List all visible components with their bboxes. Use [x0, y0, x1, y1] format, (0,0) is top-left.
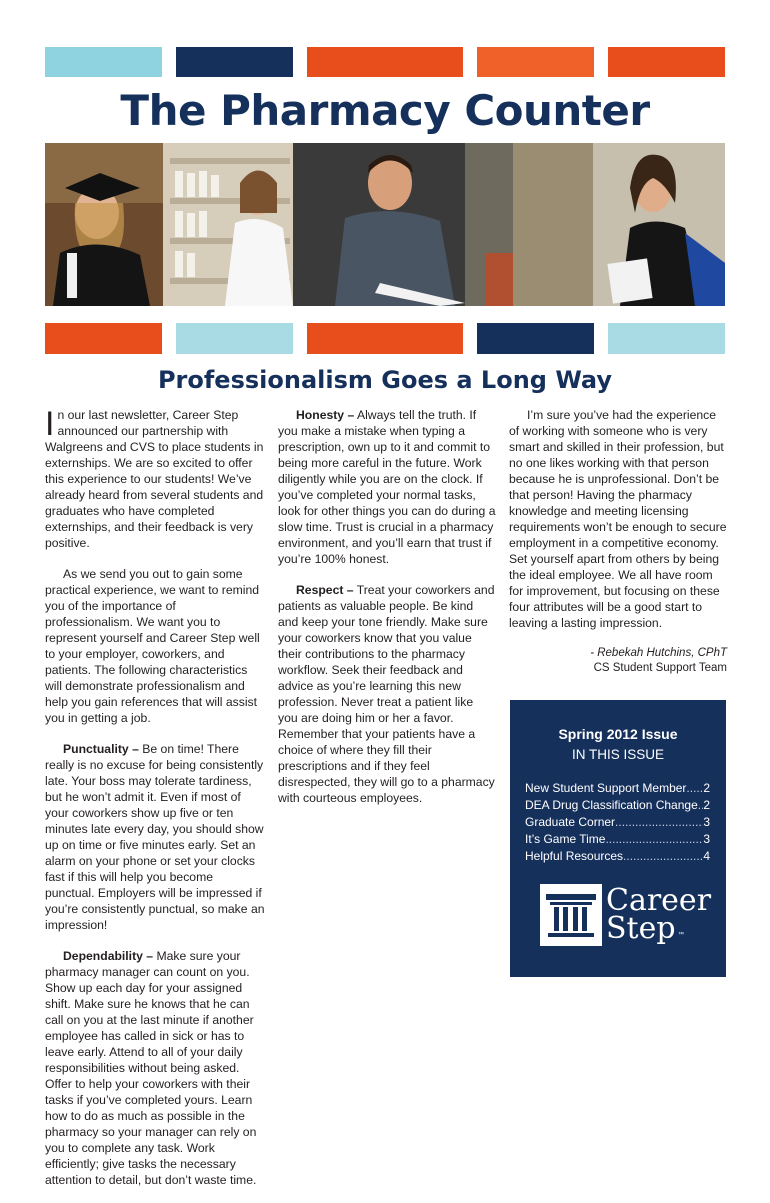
- article-headline: Professionalism Goes a Long Way: [157, 366, 613, 394]
- in-this-issue-heading: IN THIS ISSUE: [571, 747, 665, 762]
- toc-item[interactable]: New Student Support Member ..... 2: [525, 780, 710, 797]
- signature: [509, 646, 727, 676]
- article-column-2: [278, 407, 496, 821]
- respect-paragraph: Respect – Treat your coworkers and patients as valuable people. Be kind and keep your tone friendly. Make sure your coworkers know that you value their contributions to the pharmacy workflow. Seek their feedback and advice as you’re learning this new profession. Never treat a patient like you are doing him or her a favor. Remember that your patients have a choice of where they fill their prescriptions and if they feel disrespected, they will go to a pharmacy with courteous employees.: [278, 583, 495, 805]
- honesty-label: Honesty –: [296, 408, 355, 422]
- photo-strip: [45, 143, 725, 306]
- logo-word-career: Career: [606, 883, 712, 918]
- toc-item[interactable]: DEA Drug Classification Change ..... 2: [525, 797, 710, 814]
- toc-item[interactable]: Graduate Corner ..... 3: [525, 814, 710, 831]
- article-column-1: [45, 407, 265, 1203]
- logo-word-step: Step: [606, 911, 676, 946]
- header-color-bar: [477, 47, 594, 77]
- career-step-logo: [540, 880, 720, 950]
- article-column-3: [509, 407, 727, 676]
- divider-color-bar: [176, 323, 293, 354]
- pillar-icon: [540, 884, 602, 946]
- signature-name: - Rebekah Hutchins, CPhT: [590, 647, 727, 659]
- dependability-label: Dependability –: [63, 949, 154, 963]
- newsletter-title: The Pharmacy Counter: [120, 86, 650, 135]
- header-color-bar: [176, 47, 293, 77]
- divider-color-bar: [45, 323, 162, 354]
- dependability-paragraph: Dependability – Make sure your pharmacy manager can count on you. Show up each day for your assigned shift. Make sure he knows that he can call on you at the last minute if another employee has called in sick or has to leave early. Attend to all of your daily responsibilities without being asked. Offer to help your coworkers with their tasks if you’ve completed yours. Learn how to do as much as possible in the pharmacy so your manager can rely on you to complete any task. Work efficiently; give tasks the necessary attention to detail, but don’t waste time.: [45, 949, 257, 1187]
- logo-trademark: ™: [678, 932, 684, 938]
- signature-team: CS Student Support Team: [593, 662, 727, 674]
- table-of-contents: [525, 780, 710, 865]
- divider-color-bar: [477, 323, 594, 354]
- divider-color-bar: [608, 323, 725, 354]
- toc-item[interactable]: Helpful Resources ..... 4: [525, 848, 710, 865]
- header-color-bar: [45, 47, 162, 77]
- issue-sidebar: [510, 700, 726, 977]
- drop-cap: I: [45, 405, 55, 443]
- issue-title: Spring 2012 Issue: [558, 726, 678, 742]
- honesty-paragraph: Honesty – Always tell the truth. If you make a mistake when typing a prescription, own up to it and commit to being more careful in the future. Work diligently while you are on the clock. If you’ve completed your normal tasks, look for other things you can do during a slow time. Trust is crucial in a pharmacy environment, and you’ll earn that trust if you’re 100% honest.: [278, 408, 496, 566]
- punctuality-label: Punctuality –: [63, 742, 139, 756]
- header-color-bar: [608, 47, 725, 77]
- divider-color-bar: [307, 323, 463, 354]
- closing-paragraph: I’m sure you’ve had the experience of working with someone who is very smart and skilled in their profession, but no one likes working with that person because he is unprofessional. Don’t be that person! Having the pharmacy knowledge and meeting licensing requirements won’t be enough to secure employment in a competitive economy. Set yourself apart from others by being the ideal employee. We all have room for improvement, but focusing on these four attributes will be a good start to leaving a lasting impression.: [509, 408, 727, 630]
- punctuality-paragraph: Punctuality – Be on time! There really is no excuse for being consistently late. Your boss may tolerate tardiness, but he won’t admit it. Even if most of your coworkers show up five or ten minutes late every day, you should show up on time or five minutes early. Set an alarm on your phone or set your clocks fast if this will help you become punctual. Employers will be impressed if you’re consistently punctual, so make an impression!: [45, 742, 265, 932]
- reminder-paragraph: As we send you out to gain some practical experience, we want to remind you of the importance of professionalism. We want you to represent yourself and Career Step well to your employer, coworkers, and patients. The following characteristics will demonstrate professionalism and help you gain references that will assist you in getting a job.: [45, 567, 260, 725]
- toc-item[interactable]: It’s Game Time ..... 3: [525, 831, 710, 848]
- header-color-bar: [307, 47, 463, 77]
- respect-label: Respect –: [296, 583, 354, 597]
- intro-paragraph: In our last newsletter, Career Step announced our partnership with Walgreens and CVS to place students in externships. We are so excited to offer this experience to our students! We’ve already heard from several students and graduates who have completed externships, and their feedback is very positive.: [45, 405, 264, 550]
